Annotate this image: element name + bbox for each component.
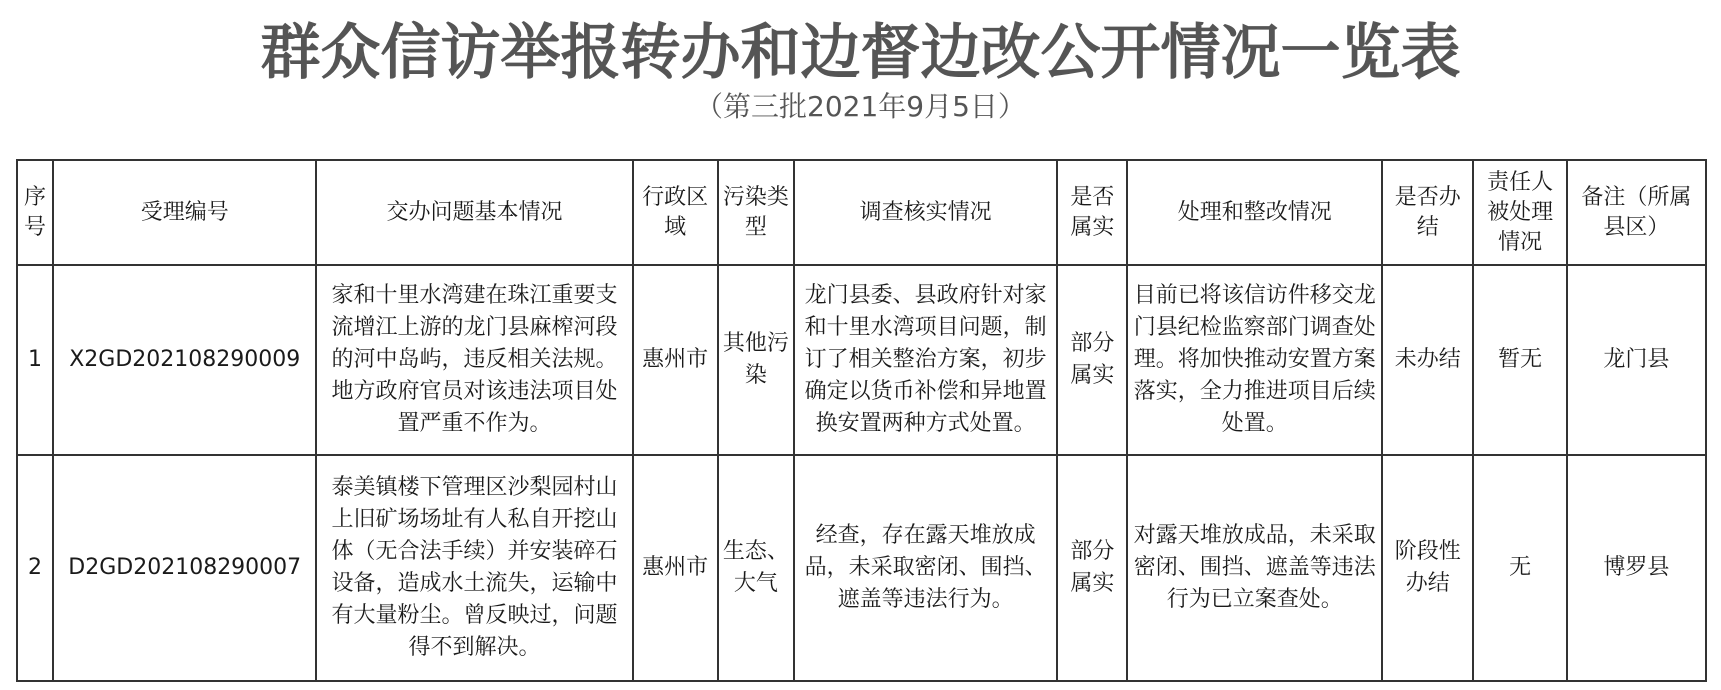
cell-id: X2GD202108290009: [53, 265, 316, 455]
header-pollution: 污染类型: [718, 160, 794, 265]
case-table: [16, 159, 1707, 682]
header-remarks: 备注（所属县区）: [1567, 160, 1706, 265]
cell-remarks: 龙门县: [1567, 265, 1706, 455]
header-closed: 是否办结: [1382, 160, 1473, 265]
table-header-row: [17, 160, 1706, 265]
header-investigation: 调查核实情况: [794, 160, 1057, 265]
cell-verified: 部分属实: [1057, 265, 1127, 455]
cell-no: 1: [17, 265, 53, 455]
cell-region: 惠州市: [633, 455, 718, 681]
page-title: 群众信访举报转办和边督边改公开情况一览表: [260, 18, 1461, 88]
cell-verified: 部分属实: [1057, 455, 1127, 681]
cell-handling: 对露天堆放成品，未采取密闭、围挡、遮盖等违法行为已立案查处。: [1127, 455, 1382, 681]
cell-issue: 泰美镇楼下管理区沙梨园村山上旧矿场场址有人私自开挖山体（无合法手续）并安装碎石设备，造成水土流失，运输中有大量粉尘。曾反映过，问题得不到解决。: [316, 455, 632, 681]
header-handling: 处理和整改情况: [1127, 160, 1382, 265]
cell-no: 2: [17, 455, 53, 681]
cell-investigation: 龙门县委、县政府针对家和十里水湾项目问题，制订了相关整治方案，初步确定以货币补偿和异地置换安置两种方式处置。: [794, 265, 1057, 455]
cell-remarks: 博罗县: [1567, 455, 1706, 681]
table-row: [17, 455, 1706, 681]
cell-accountability: 无: [1473, 455, 1566, 681]
cell-closed: 阶段性办结: [1382, 455, 1473, 681]
header-region: 行政区域: [633, 160, 718, 265]
cell-id: D2GD202108290007: [53, 455, 316, 681]
cell-closed: 未办结: [1382, 265, 1473, 455]
header-id: 受理编号: [53, 160, 316, 265]
page-subtitle: （第三批2021年9月5日）: [695, 90, 1026, 123]
table-row: [17, 265, 1706, 455]
header-verified: 是否属实: [1057, 160, 1127, 265]
cell-issue: 家和十里水湾建在珠江重要支流增江上游的龙门县麻榨河段的河中岛屿，违反相关法规。地方政府官员对该违法项目处置严重不作为。: [316, 265, 632, 455]
cell-handling: 目前已将该信访件移交龙门县纪检监察部门调查处理。将加快推动安置方案落实，全力推进项目后续处置。: [1127, 265, 1382, 455]
cell-pollution: 生态、大气: [718, 455, 794, 681]
cell-pollution: 其他污染: [718, 265, 794, 455]
cell-accountability: 暂无: [1473, 265, 1566, 455]
cell-investigation: 经查，存在露天堆放成品，未采取密闭、围挡、遮盖等违法行为。: [794, 455, 1057, 681]
header-accountability: 责任人被处理情况: [1473, 160, 1566, 265]
header-issue: 交办问题基本情况: [316, 160, 632, 265]
cell-region: 惠州市: [633, 265, 718, 455]
header-no: 序号: [17, 160, 53, 265]
